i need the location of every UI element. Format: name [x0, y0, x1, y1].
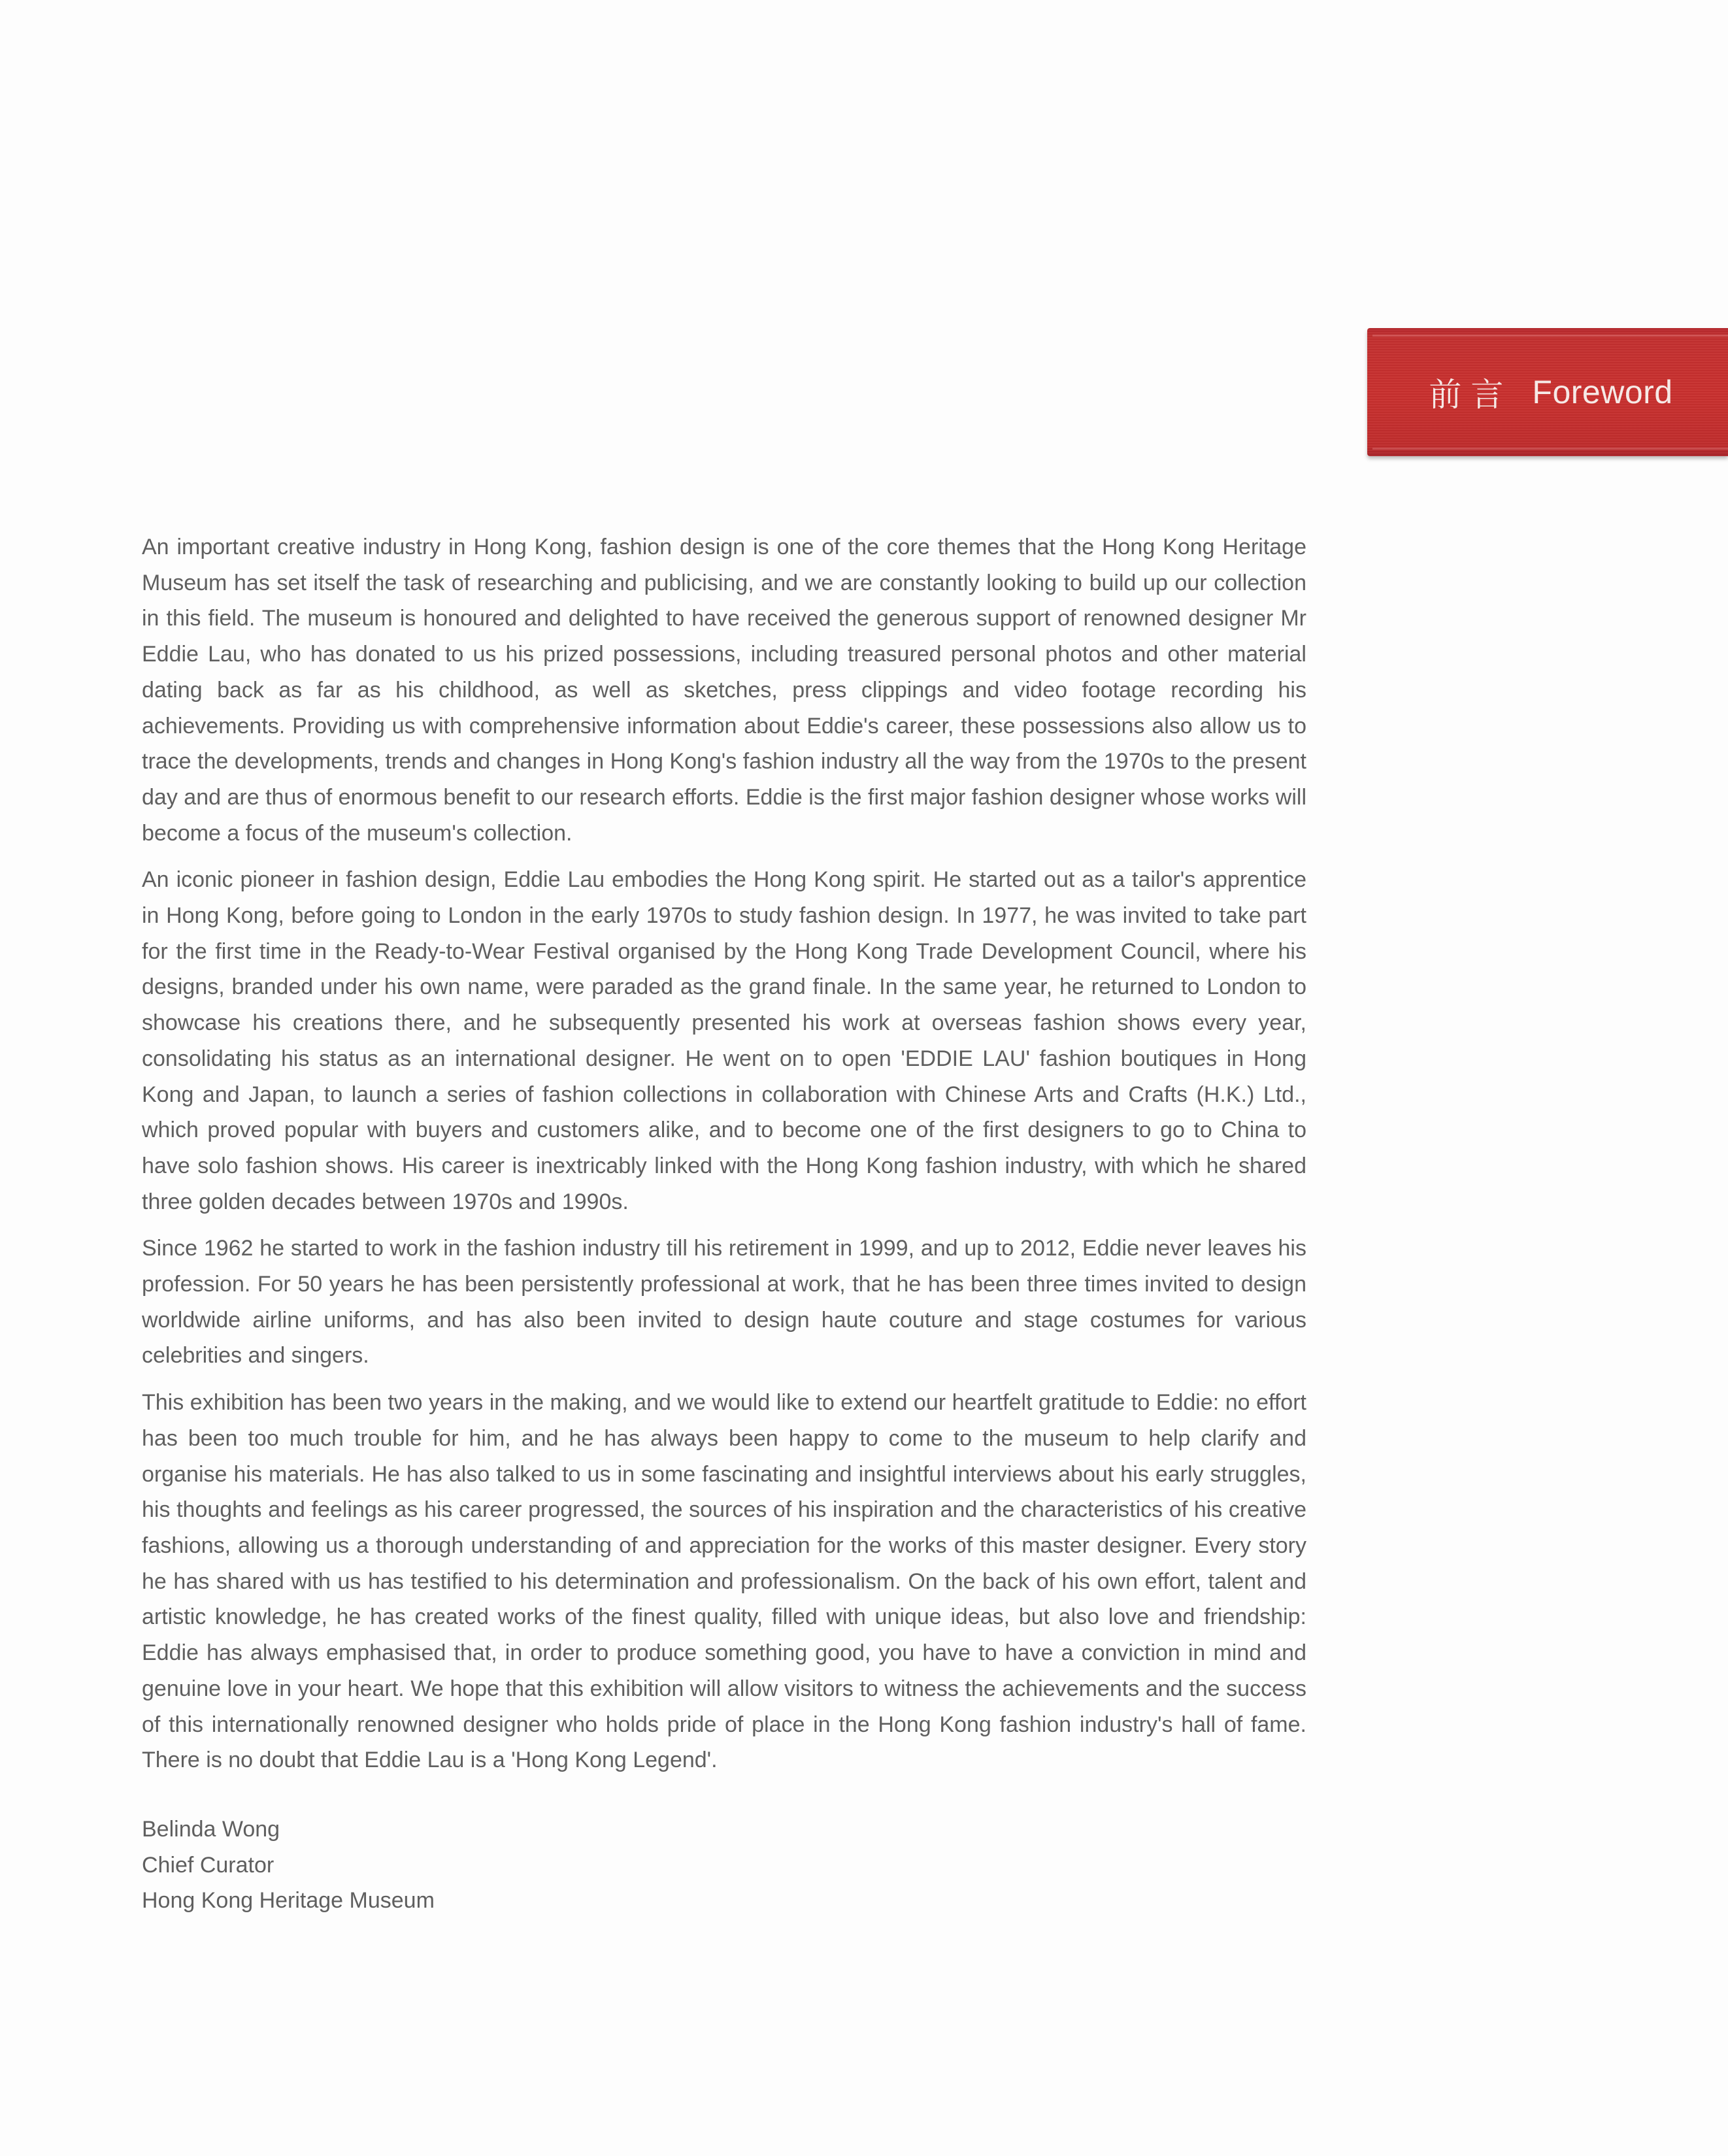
paragraph-3: Since 1962 he started to work in the fashion industry till his retirement in 1999, and up to 2012, Eddie never leaves his profession. For 50 years he has been persistently professional at work, that he has been three times invited to design worldwide airline uniforms, and has also been invited to design haute couture and stage costumes for various celebrities and singers.: [142, 1236, 1306, 1368]
foreword-body: [142, 529, 1306, 1789]
ribbon-title: [1367, 328, 1728, 456]
paragraph-2: An iconic pioneer in fashion design, Eddie Lau embodies the Hong Kong spirit. He started out as a tailor's apprentice in Hong Kong, before going to London in the early 1970s to study fashion design. In 1977, he was invited to take part for the first time in the Ready-to-Wear Festival organised by the Hong Kong Trade Development Council, where his designs, branded under his own name, were paraded as the grand finale. In the same year, he returned to London to showcase his creations there, and he subsequently presented his work at overseas fashion shows every year, consolidating his status as an international designer. He went on to open 'EDDIE LAU' fashion boutiques in Hong Kong and Japan, to launch a series of fashion collections in collaboration with Chinese Arts and Crafts (H.K.) Ltd., which proved popular with buyers and customers alike, and to become one of the first designers to go to China to have solo fashion shows. His career is inextricably linked with the Hong Kong fashion industry, with which he shared three golden decades between 1970s and 1990s.: [142, 867, 1306, 1214]
ribbon-title-chinese: 前言: [1429, 376, 1513, 413]
paragraph-1: An important creative industry in Hong Kong, fashion design is one of the core themes that the Hong Kong Heritage Museum has set itself the task of researching and publicising, and we are constantly looking to build up our collection in this field. The museum is honoured and delighted to have received the generous support of renowned designer Mr Eddie Lau, who has donated to us his prized possessions, including treasured personal photos and other material dating back as far as his childhood, as well as sketches, press clippings and video footage recording his achievements. Providing us with comprehensive information about Eddie's career, these possessions also allow us to trace the developments, trends and changes in Hong Kong's fashion industry all the way from the 1970s to the present day and are thus of enormous benefit to our research efforts. Eddie is the first major fashion designer whose works will become a focus of the museum's collection.: [142, 535, 1306, 846]
signature-title: Chief Curator: [142, 1852, 274, 1878]
paragraph-4: This exhibition has been two years in the making, and we would like to extend our heartfelt gratitude to Eddie: no effort has been too much trouble for him, and he has always been happy to come to the museum to help clarify and organise his materials. He has also talked to us in some fascinating and insightful interviews about his early struggles, his thoughts and feelings as his career progressed, the sources of his inspiration and the characteristics of his creative fashions, allowing us a thorough understanding of and appreciation for the works of this master designer. Every story he has shared with us has testified to his determination and professionalism. On the back of his own effort, talent and artistic knowledge, he has created works of the finest quality, filled with unique ideas, but also love and friendship: Eddie has always emphasised that, in order to produce something good, you have to have a conviction in mind and genuine love in your heart. We hope that this exhibition will allow visitors to witness the achievements and the success of this internationally renowned designer who holds pride of place in the Hong Kong fashion industry's hall of fame. There is no doubt that Eddie Lau is a 'Hong Kong Legend'.: [142, 1390, 1306, 1773]
foreword-ribbon-tab: [1367, 328, 1728, 456]
ribbon-title-english: Foreword: [1532, 374, 1673, 410]
signature-organization: Hong Kong Heritage Museum: [142, 1888, 435, 1914]
signature-block: [142, 1812, 435, 1919]
signature-name: Belinda Wong: [142, 1817, 280, 1842]
